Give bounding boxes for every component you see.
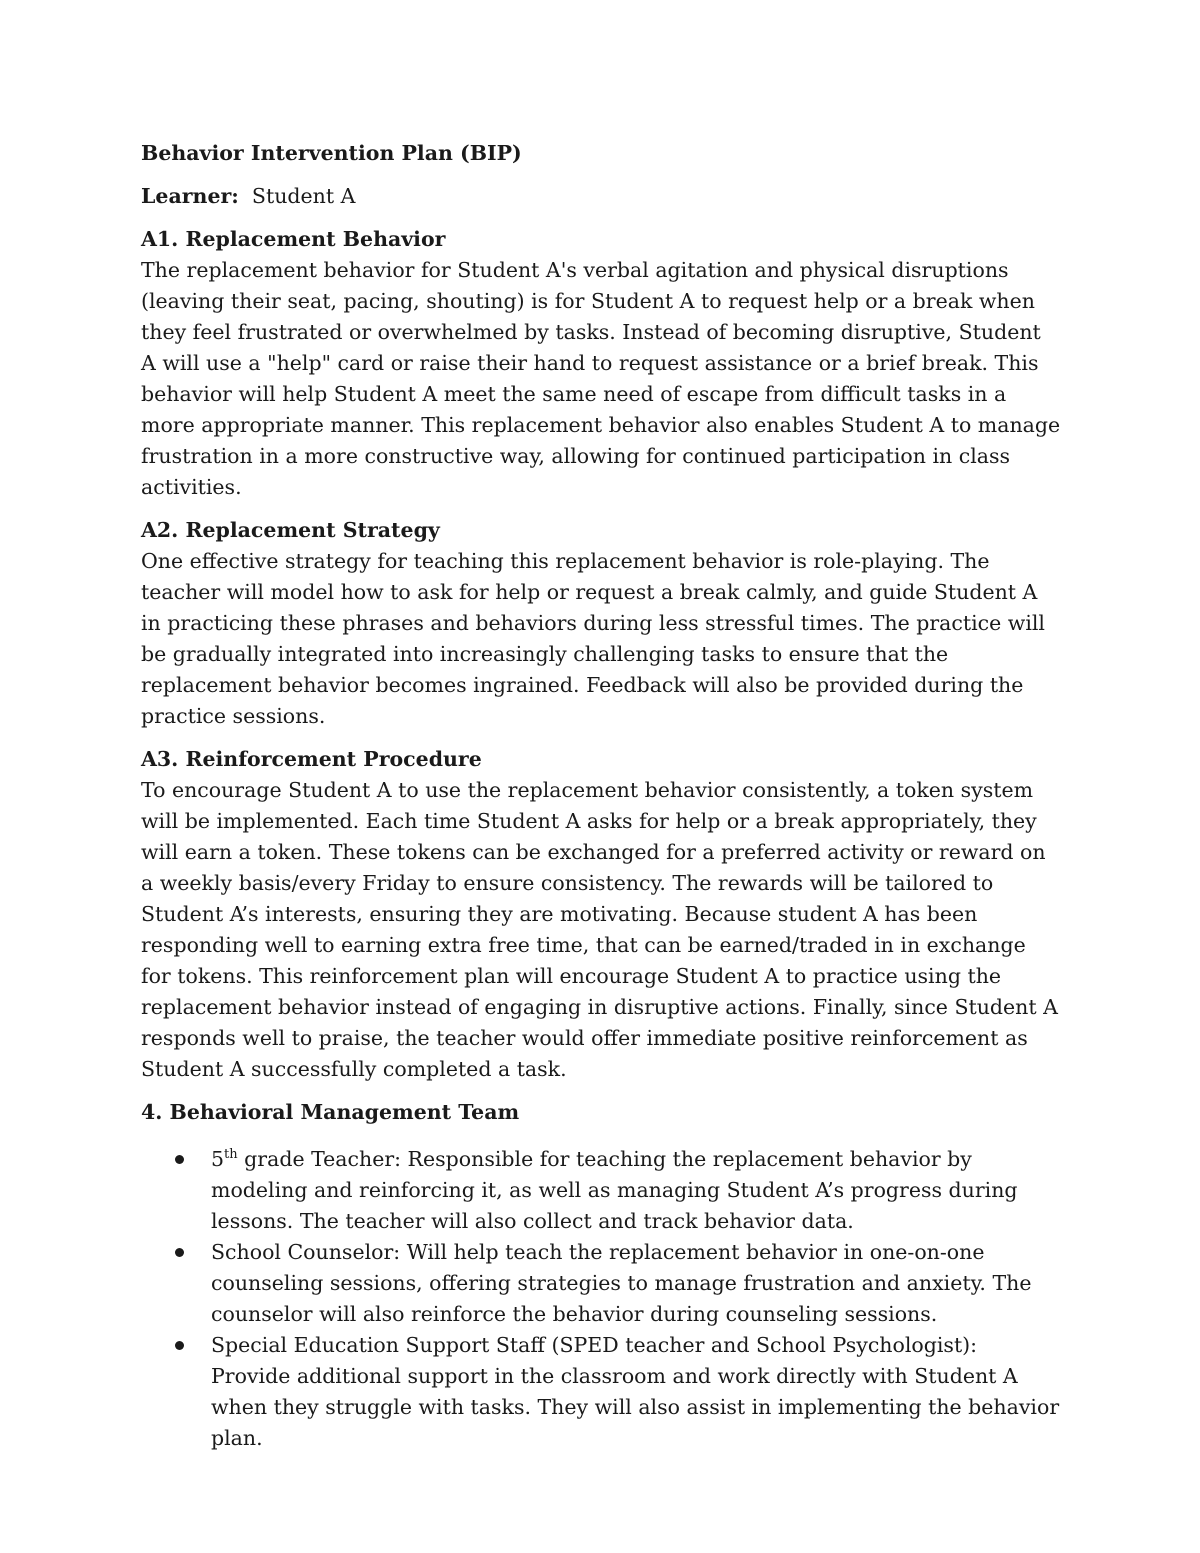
list-item: [141, 1237, 1061, 1330]
team-item-text: Special Education Support Staff (SPED teacher and School Psychologist): Provide additional support in the classroom and work directly with Student A when they struggle with tasks. They will also assist in implementing the behavior plan.: [211, 1333, 1060, 1450]
team-item-text: grade Teacher: Responsible for teaching the replacement behavior by modeling and reinforcing it, as well as managing Student A’s progress during lessons. The teacher will also collect and track behavior data.: [211, 1147, 1018, 1233]
team-item-superscript: th: [224, 1147, 238, 1163]
bullet-icon: [175, 1248, 184, 1257]
section-body-a3: To encourage Student A to use the replacement behavior consistently, a token system will be implemented. Each time Student A asks for help or a break appropriately, they will earn a token. These tokens can be exchanged for a preferred activity or reward on a weekly basis/every Friday to ensure consistency. The rewards will be tailored to Student A’s interests, ensuring they are motivating. Because student A has been responding well to earning extra free time, that can be earned/traded in in exchange for tokens. This reinforcement plan will encourage Student A to practice using the replacement behavior instead of engaging in disruptive actions. Finally, since Student A responds well to praise, the teacher would offer immediate positive reinforcement as Student A successfully completed a task.: [141, 778, 1058, 1081]
team-item-number: 5: [211, 1147, 225, 1171]
bullet-icon: [175, 1341, 184, 1350]
section-heading-a3: A3. Reinforcement Procedure: [141, 747, 482, 771]
document-title: Behavior Intervention Plan (BIP): [141, 141, 522, 165]
section-heading-a1: A1. Replacement Behavior: [141, 227, 446, 251]
section-heading-team: 4. Behavioral Management Team: [141, 1100, 520, 1124]
section-heading-a2: A2. Replacement Strategy: [141, 518, 440, 542]
learner-value: Student A: [251, 184, 356, 208]
list-item: [141, 1144, 1061, 1237]
section-body-a1: The replacement behavior for Student A's verbal agitation and physical disruptions (leaving their seat, pacing, shouting) is for Student A to request help or a break when they feel frustrated or overwhelmed by tasks. Instead of becoming disruptive, Student A will use a "help" card or raise their hand to request assistance or a brief break. This behavior will help Student A meet the same need of escape from difficult tasks in a more appropriate manner. This replacement behavior also enables Student A to manage frustration in a more constructive way, allowing for continued participation in class activities.: [141, 258, 1061, 499]
team-list: [141, 1144, 1061, 1454]
section-body-a2: One effective strategy for teaching this replacement behavior is role-playing. The teacher will model how to ask for help or request a break calmly, and guide Student A in practicing these phrases and behaviors during less stressful times. The practice will be gradually integrated into increasingly challenging tasks to ensure that the replacement behavior becomes ingrained. Feedback will also be provided during the practice sessions.: [141, 549, 1045, 728]
team-item-text: School Counselor: Will help teach the replacement behavior in one-on-one counseling sessions, offering strategies to manage frustration and anxiety. The counselor will also reinforce the behavior during counseling sessions.: [211, 1240, 1032, 1326]
learner-label: Learner:: [141, 184, 239, 208]
list-item: [141, 1330, 1061, 1454]
bullet-icon: [175, 1155, 184, 1164]
learner-line: [141, 181, 1061, 212]
document-page: [141, 138, 1061, 1454]
